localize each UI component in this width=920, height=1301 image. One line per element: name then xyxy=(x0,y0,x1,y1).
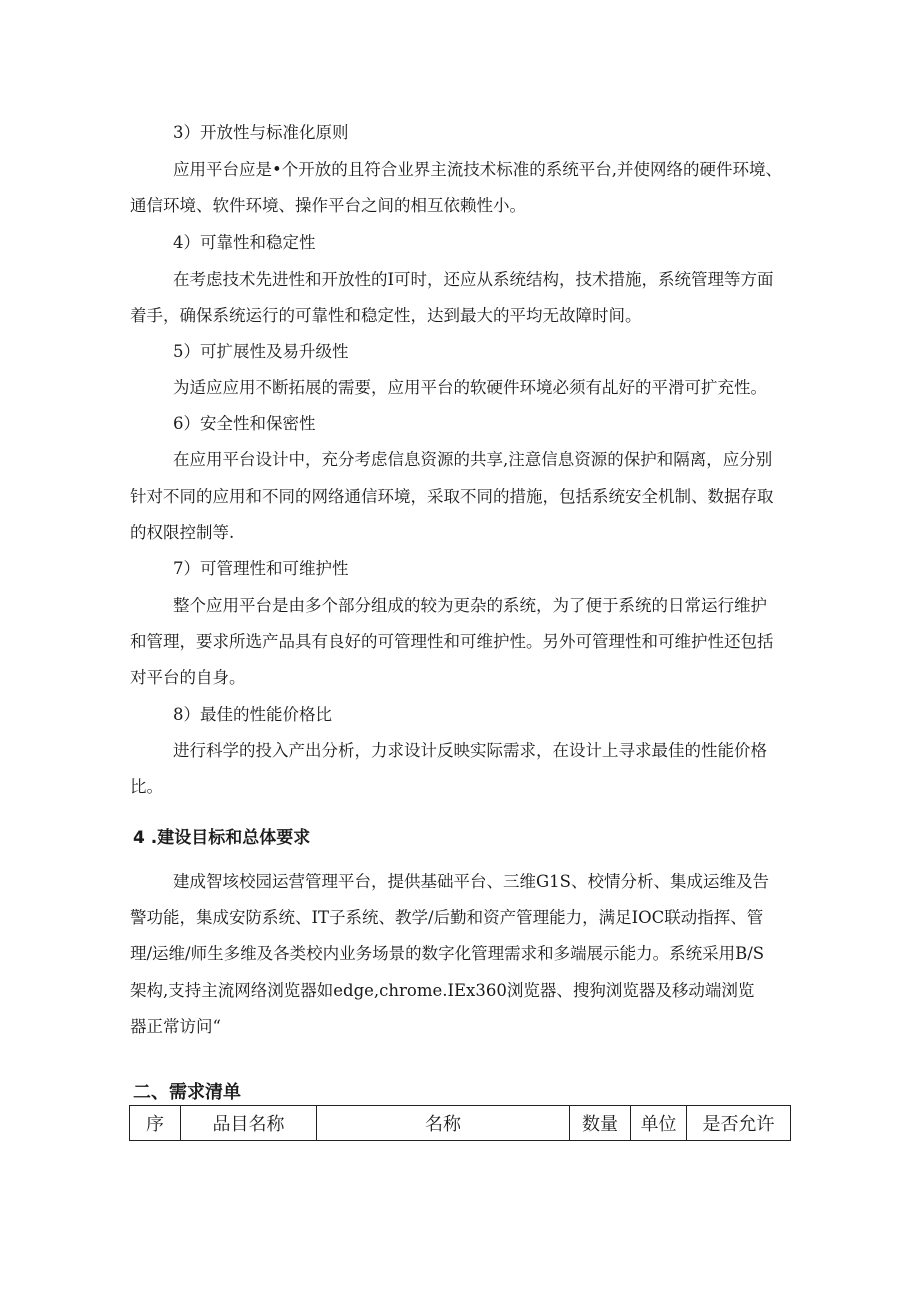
item-heading-8: 8）最佳的性能价格比 xyxy=(173,705,332,724)
section-4-title: 4 .建设目标和总体要求 xyxy=(133,828,311,848)
paragraph-line: 在应用平台设计中，充分考虑信息资源的共享,注意信息资源的保护和隔离，应分别 xyxy=(173,450,773,469)
paragraph-line: 架构,支持主流网络浏览器如edge,chrome.IEx360浏览器、搜狗浏览器及移动端浏览 xyxy=(130,981,755,1000)
paragraph-line: 和管理，要求所选产品具有良好的可管理性和可维护性。另外可管理性和可维护性还包括 xyxy=(130,632,774,651)
item-heading-5: 5）可扩展性及易升级性 xyxy=(173,342,349,361)
paragraph-line: 比。 xyxy=(130,777,163,796)
col-header-unit: 单位 xyxy=(631,1106,687,1141)
paragraph-line: 在考虑技术先进性和开放性的I可时，还应从系统结构，技术措施，系统管理等方面 xyxy=(173,270,774,289)
paragraph-line: 通信环境、软件环境、操作平台之间的相互依赖性小。 xyxy=(130,196,526,215)
paragraph-line: 警功能，集成安防系统、IT子系统、教学/后勤和资产管理能力，满足IOC联动指挥、管 xyxy=(130,908,764,927)
requirements-table xyxy=(129,1105,791,1141)
paragraph-line: 为适应应用不断拓展的需要，应用平台的软硬件环境必须有乩好的平滑可扩充性。 xyxy=(173,378,767,397)
paragraph-line: 进行科学的投入产出分析，力求设计反映实际需求，在设计上寻求最佳的性能价格 xyxy=(173,741,767,760)
col-header-allowed: 是否允许 xyxy=(687,1106,791,1141)
item-heading-6: 6）安全性和保密性 xyxy=(173,414,316,433)
paragraph-line: 的权限控制等. xyxy=(130,523,235,542)
paragraph-line: 着手，确保系统运行的可靠性和稳定性，达到最大的平均无故障时间。 xyxy=(130,306,642,325)
col-header-quantity: 数量 xyxy=(570,1106,631,1141)
item-heading-7: 7）可管理性和可维护性 xyxy=(173,559,349,578)
paragraph-line: 对平台的自身。 xyxy=(130,668,246,687)
paragraph-line: 应用平台应是•个开放的且符合业界主流技术标准的系统平台,并使网络的硬件环境、 xyxy=(173,160,782,179)
table-header-row xyxy=(130,1106,791,1141)
paragraph-line: 针对不同的应用和不同的网络通信环境，采取不同的措施，包括系统安全机制、数据存取 xyxy=(130,487,774,506)
col-header-index: 序 xyxy=(130,1106,181,1141)
col-header-name: 名称 xyxy=(317,1106,570,1141)
paragraph-line: 理/运维/师生多维及各类校内业务场景的数字化管理需求和多端展示能力。系统采用B/S xyxy=(130,944,765,963)
paragraph-line: 建成智垓校园运营管理平台，提供基础平台、三维G1S、校情分析、集成运维及告 xyxy=(173,872,769,891)
col-header-item-category: 品目名称 xyxy=(181,1106,317,1141)
section-2-title: 二、需求清单 xyxy=(133,1082,241,1103)
paragraph-line: 器正常访问“ xyxy=(130,1017,221,1036)
paragraph-line: 整个应用平台是由多个部分组成的较为更杂的系统，为了便于系统的日常运行维护 xyxy=(173,596,767,615)
item-heading-3: 3）开放性与标准化原则 xyxy=(173,123,349,142)
item-heading-4: 4）可靠性和稳定性 xyxy=(173,233,316,252)
